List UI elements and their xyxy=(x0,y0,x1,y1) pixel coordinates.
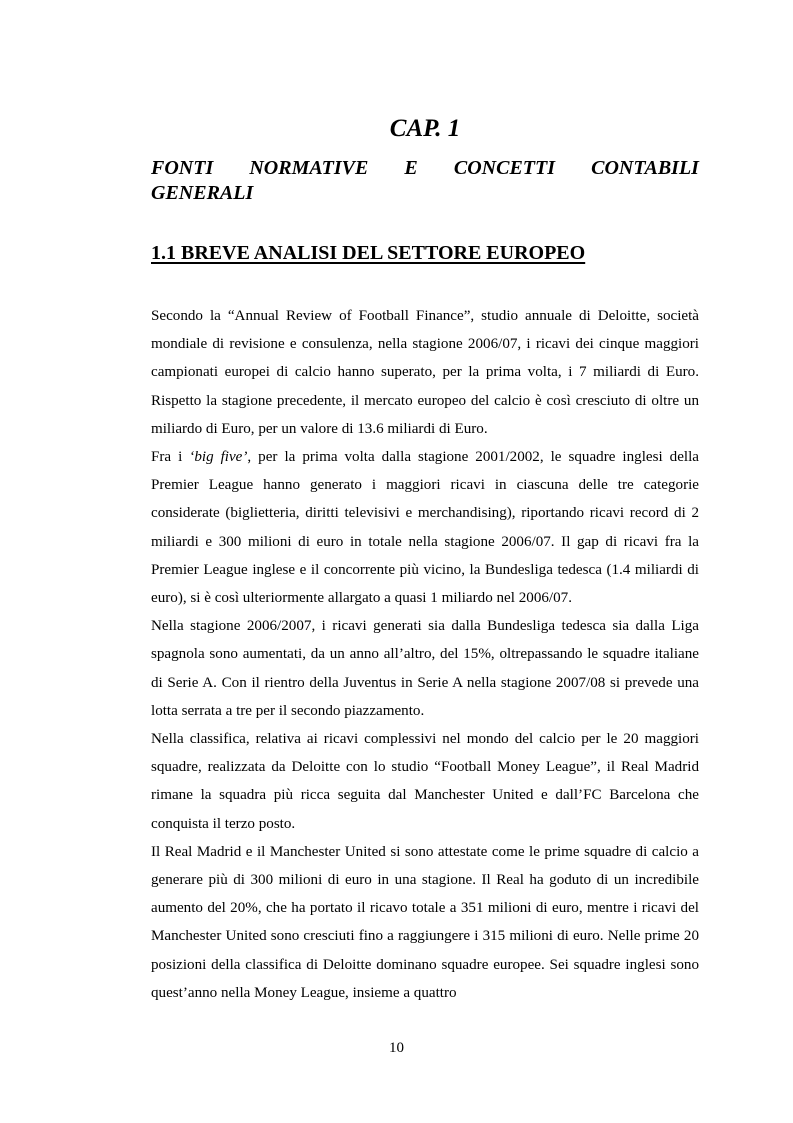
chapter-title-word: CONTABILI xyxy=(591,157,699,179)
paragraph: Nella stagione 2006/2007, i ricavi generati sia dalla Bundesliga tedesca sia dalla Liga spagnola sono aumentati, da un anno all’altro, del 15%, oltrepassando le squadre italiane di Serie A. Con il rientro della Juventus in Serie A nella stagione 2007/08 si prevede una lotta serrata a tre per il secondo piazzamento. xyxy=(151,618,699,719)
chapter-title-line-2: GENERALI xyxy=(151,182,254,204)
paragraph: Nella classifica, relativa ai ricavi complessivi nel mondo del calcio per le 20 maggiori squadre, realizzata da Deloitte con lo studio “Football Money League”, il Real Madrid rimane la squadra più ricca seguita dal Manchester United e dall’FC Barcelona che conquista il terzo posto. xyxy=(151,731,699,832)
body-text xyxy=(151,302,699,1007)
chapter-title-word: FONTI xyxy=(151,157,214,179)
chapter-title xyxy=(151,156,699,206)
paragraph: Secondo la “Annual Review of Football Finance”, studio annuale di Deloitte, società mondiale di revisione e consulenza, nella stagione 2006/07, i ricavi dei cinque maggiori campionati europei di calcio hanno superato, per la prima volta, i 7 miliardi di Euro. Rispetto la stagione precedente, il mercato europeo del calcio è così cresciuto di oltre un miliardo di Euro, per un valore di 13.6 miliardi di Euro. xyxy=(151,308,699,437)
paragraph: Il Real Madrid e il Manchester United si sono attestate come le prime squadre di calcio a generare più di 300 milioni di euro in una stagione. Il Real ha goduto di un incredibile aumento del 20%, che ha portato il ricavo totale a 351 milioni di euro, mentre i ricavi del Manchester United sono cresciuti fino a raggiungere i 315 milioni di euro. Nelle prime 20 posizioni della classifica di Deloitte dominano squadre europee. Sei squadre inglesi sono quest’anno nella Money League, insieme a quattro xyxy=(151,843,699,1001)
paragraph-text: , per la prima volta dalla stagione 2001/2002, le squadre inglesi della Premier League hanno generato i maggiori ricavi in ciascuna delle tre categorie considerate (biglietteria, diritti televisivi e merchandising), riportando ricavi record di 2 miliardi e 300 milioni di euro in totale nella stagione 2006/07. Il gap di ricavi fra la Premier League inglese e il concorrente più vicino, la Bundesliga tedesca (1.4 miliardi di euro), si è così ulteriormente allargato a quasi 1 miliardo nel 2006/07. xyxy=(151,449,699,607)
paragraph-text: Fra i xyxy=(151,449,190,466)
page-number: 10 xyxy=(389,1040,404,1056)
chapter-title-word: E xyxy=(404,157,418,179)
section-heading: 1.1 BREVE ANALISI DEL SETTORE EUROPEO xyxy=(151,242,586,264)
chapter-title-word: CONCETTI xyxy=(453,157,556,179)
paragraph xyxy=(151,443,699,612)
chapter-number: CAP. 1 xyxy=(389,115,461,142)
chapter-title-word: NORMATIVE xyxy=(249,157,369,179)
chapter-title-line-1 xyxy=(151,156,699,181)
paragraph-italic-term: ‘big five’ xyxy=(189,449,248,466)
